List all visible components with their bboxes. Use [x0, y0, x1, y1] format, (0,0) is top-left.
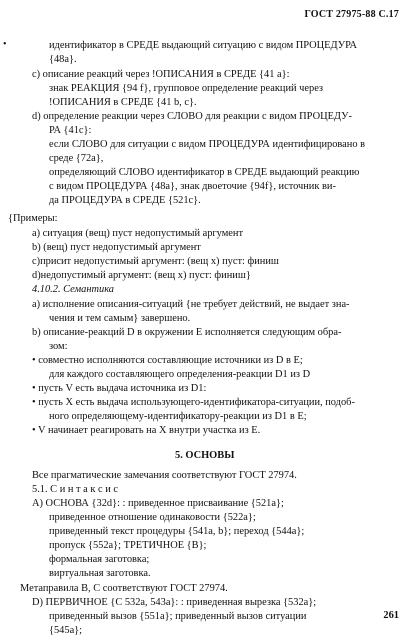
text-line: с видом ПРОЦЕДУРА {48a}, знак двоеточие {94f}, источник ви- — [49, 181, 336, 192]
text-line: формальная заготовка; — [49, 554, 150, 565]
text-line: определяющий СЛОВО идентификатор в СРЕДЕ выдающий реакцию — [49, 167, 360, 178]
margin-mark: • — [3, 39, 7, 50]
text-line: c) описание реакций через !ОПИСАНИЯ в СРЕДЕ {41 a}: — [32, 69, 290, 80]
bullet-line: • V начинает реагировать на X внутри участка из E. — [32, 425, 261, 436]
page-header: ГОСТ 27975-88 С.17 — [304, 9, 399, 20]
text-line: a) исполнение описания-ситуаций {не требует действий, не выдает зна- — [32, 299, 350, 310]
text-line: b) описание-реакций D в окружении E исполняется следующим обра- — [32, 327, 342, 338]
text-line: Метаправила B, C соответствуют ГОСТ 27974. — [20, 583, 228, 594]
example-line: d)недопустимый аргумент: (вещ x) пуст: финиш} — [32, 270, 251, 281]
text-line: РА {41c}: — [49, 125, 92, 136]
text-line: да ПРОЦЕДУРА в СРЕДЕ {521c}. — [49, 195, 201, 206]
text-line: ного определяющему-идентификатору-реакции из D1 в E; — [49, 411, 307, 422]
text-line: приведенный вызов {551a}; приведенный вызов ситуации — [49, 611, 307, 622]
text-line: для каждого составляющего определения-реакции D1 из D — [49, 369, 311, 380]
example-line: a) ситуация (вещ) пуст недопустимый аргумент — [32, 228, 244, 239]
text-line: {545a}; — [49, 625, 83, 636]
text-line: если СЛОВО для ситуации с видом ПРОЦЕДУРА идентифицировано в — [49, 139, 366, 150]
section-title: 5. ОСНОВЫ — [175, 450, 235, 461]
text-line: !ОПИСАНИЯ в СРЕДЕ {41 b, c}. — [49, 97, 197, 108]
example-line: c)присит недопустимый аргумент: (вещ x) пуст: финиш — [32, 256, 279, 267]
text-line: {48a}. — [49, 54, 77, 65]
text-line: Все прагматические замечания соответствуют ГОСТ 27974. — [32, 470, 297, 481]
bullet-line: • пусть X есть выдача использующего-идентификатора-ситуации, подоб- — [32, 397, 355, 408]
text-line: d) определение реакции через СЛОВО для реакции с видом ПРОЦЕДУ- — [32, 111, 352, 122]
text-line: среде {72a}, — [49, 153, 104, 164]
example-line: b) (вещ) пуст недопустимый аргумент — [32, 242, 201, 253]
text-line: идентификатор в СРЕДЕ выдающий ситуацию с видом ПРОЦЕДУРА — [49, 40, 358, 51]
text-line: знак РЕАКЦИЯ {94 f}, групповое определение реакций через — [49, 83, 324, 94]
bullet-line: • пусть V есть выдача источника из D1: — [32, 383, 207, 394]
text-line: A) ОСНОВА {32d}: : приведенное присваивание {521a}; — [32, 498, 284, 509]
text-line: зом: — [49, 341, 68, 352]
text-line: приведенное отношение одинаковости {522a}; — [49, 512, 256, 523]
page-number: 261 — [383, 610, 399, 621]
text-line: D) ПЕРВИЧНОЕ {C 532a, 543a}: : приведенная вырезка {532a}; — [32, 597, 317, 608]
text-line: приведенный текст процедуры {541a, b}; переход {544a}; — [49, 526, 305, 537]
text-line: чения и тем самым} завершено. — [49, 313, 191, 324]
text-line: пропуск {552a}; ТРЕТИЧНОЕ {B}; — [49, 540, 207, 551]
section-subheading: 4.10.2. Семантика — [32, 284, 115, 295]
text-line: виртуальная заготовка. — [49, 568, 151, 579]
bullet-line: • совместно исполняются составляющие источники из D в E; — [32, 355, 303, 366]
section-subheading: 5.1. С и н т а к с и с — [32, 484, 119, 495]
examples-heading: {Примеры: — [8, 213, 58, 224]
